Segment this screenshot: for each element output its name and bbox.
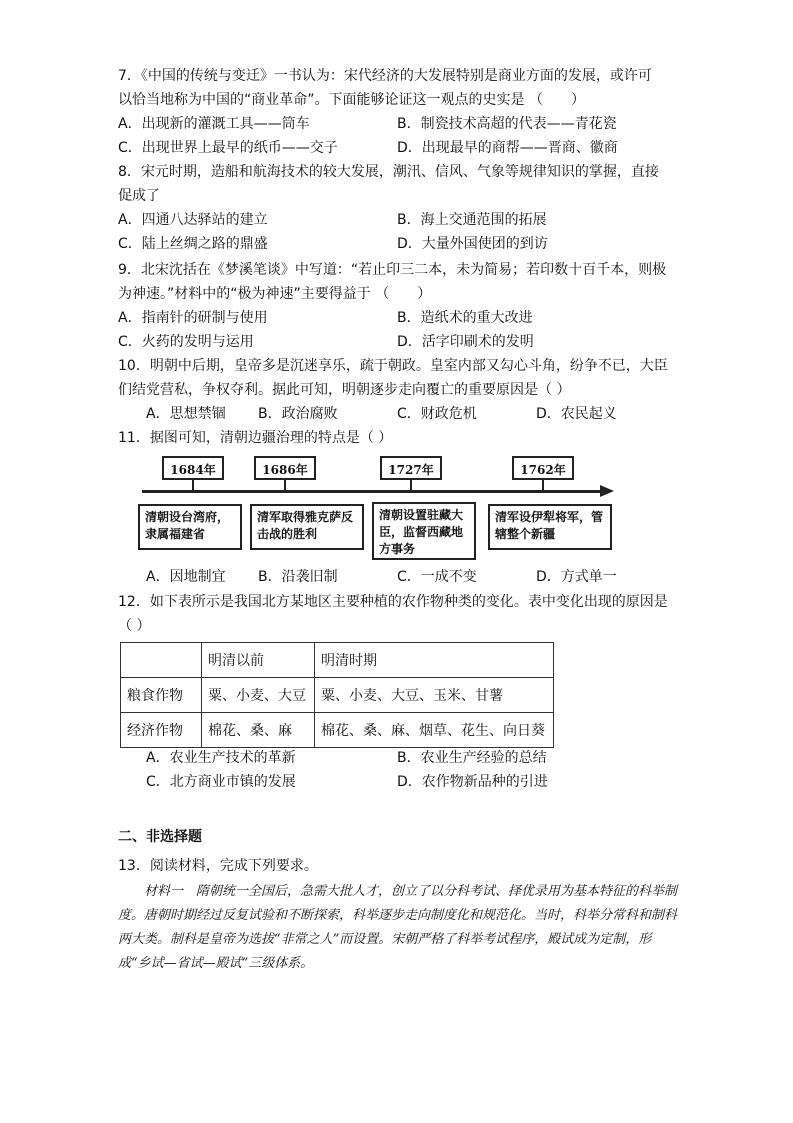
q9-stem-line1: 9．北宋沈括在《梦溪笔谈》中写道：“若止印三二本，未为简易；若印数十百千本，则极	[118, 262, 667, 278]
timeline-axis	[142, 490, 602, 493]
q9-option-a[interactable]: A．指南针的研制与使用	[118, 310, 268, 326]
q11-option-c[interactable]: C．一成不变	[397, 569, 477, 585]
timeline-date-1686: 1686年	[254, 456, 316, 480]
q10-stem-line2: 们结党营私，争权夺利。据此可知，明朝逐步走向覆亡的重要原因是（ ）	[118, 382, 571, 398]
q8-stem-line2: 促成了	[118, 188, 160, 204]
table-row	[121, 713, 554, 748]
q7-stem-line1: 7．《中国的传统与变迁》一书认为：宋代经济的大发展特别是商业方面的发展，或许可	[118, 68, 652, 84]
table-header-cell: 明清以前	[202, 643, 315, 678]
q13-material	[118, 880, 678, 976]
timeline-stem	[542, 480, 544, 490]
q8-option-b[interactable]: B．海上交通范围的拓展	[397, 212, 547, 228]
table-cell: 棉花、桑、麻	[202, 713, 315, 748]
q7-option-d[interactable]: D．出现最早的商帮——晋商、徽商	[397, 140, 618, 156]
timeline-date-1762: 1762年	[512, 456, 574, 480]
table-cell: 粟、小麦、大豆	[202, 678, 315, 713]
q10-option-d[interactable]: D．农民起义	[536, 406, 617, 422]
q7-option-b[interactable]: B．制瓷技术高超的代表——青花瓷	[397, 116, 617, 132]
q11-option-a[interactable]: A．因地制宜	[146, 569, 226, 585]
q8-stem-line1: 8．宋元时期，造船和航海技术的较大发展，潮汛、信风、气象等规律知识的掌握，直接	[118, 164, 659, 180]
timeline-stem	[284, 480, 286, 490]
table-header-cell	[121, 643, 202, 678]
q13-material-text: 材料一 隋朝统一全国后，急需大批人才，创立了以分科考试、择优录用为基本特征的科举制度。唐朝时期经过反复试验和不断探索，科举逐步走向制度化和规范化。当时，科举分常科和制科两大类。制科是皇帝为选拔“非常之人”而设置。宋朝严格了科举考试程序，殿试成为定制，形成“乡试—省试—殿试”三级体系。	[118, 884, 678, 971]
q12-stem-line2: （ ）	[118, 618, 151, 634]
q11-stem: 11．据图可知，清朝边疆治理的特点是（ ）	[118, 430, 393, 446]
timeline-event-tibet: 清朝设置驻藏大臣，监督西藏地方事务	[372, 502, 476, 560]
timeline-figure	[138, 452, 618, 562]
q9-option-d[interactable]: D．活字印刷术的发明	[397, 334, 534, 350]
timeline-stem	[192, 480, 194, 490]
q8-option-d[interactable]: D．大量外国使团的到访	[397, 236, 548, 252]
q10-option-b[interactable]: B．政治腐败	[258, 406, 338, 422]
table-header-cell: 明清时期	[315, 643, 554, 678]
q12-stem-line1: 12．如下表所示是我国北方某地区主要种植的农作物种类的变化。表中变化出现的原因是	[118, 594, 668, 610]
q12-option-a[interactable]: A．农业生产技术的革新	[146, 750, 296, 766]
q9-option-c[interactable]: C．火药的发明与运用	[118, 334, 254, 350]
crops-table	[120, 642, 554, 748]
q9-option-b[interactable]: B．造纸术的重大改进	[397, 310, 533, 326]
table-cell: 粟、小麦、大豆、玉米、甘薯	[315, 678, 554, 713]
q9-stem-line2: 为神速。”材料中的“极为神速”主要得益于 （ ）	[118, 286, 432, 302]
table-cell: 经济作物	[121, 713, 202, 748]
timeline-arrowhead	[600, 485, 614, 497]
timeline-event-yaksa: 清军取得雅克萨反击战的胜利	[250, 504, 364, 550]
timeline-date-1727: 1727年	[380, 456, 442, 480]
q12-option-d[interactable]: D．农作物新品种的引进	[397, 774, 548, 790]
timeline-event-xinjiang: 清军设伊犁将军，管辖整个新疆	[488, 504, 612, 550]
q11-option-d[interactable]: D．方式单一	[536, 569, 617, 585]
q12-option-c[interactable]: C．北方商业市镇的发展	[146, 774, 296, 790]
table-header-row	[121, 643, 554, 678]
q12-option-b[interactable]: B．农业生产经验的总结	[397, 750, 547, 766]
q8-option-c[interactable]: C．陆上丝绸之路的鼎盛	[118, 236, 268, 252]
q11-option-b[interactable]: B．沿袭旧制	[258, 569, 338, 585]
table-row	[121, 678, 554, 713]
timeline-event-taiwan: 清朝设台湾府，隶属福建省	[138, 504, 242, 550]
q10-option-a[interactable]: A．思想禁锢	[146, 406, 226, 422]
q10-option-c[interactable]: C．财政危机	[397, 406, 477, 422]
timeline-date-1684: 1684年	[162, 456, 224, 480]
q8-option-a[interactable]: A．四通八达驿站的建立	[118, 212, 268, 228]
section-title: 二、非选择题	[118, 829, 202, 845]
q13-stem: 13．阅读材料，完成下列要求。	[118, 858, 318, 874]
q10-stem-line1: 10．明朝中后期，皇帝多是沉迷享乐，疏于朝政。皇室内部又勾心斗角，纷争不已，大臣	[118, 358, 668, 374]
table-cell: 棉花、桑、麻、烟草、花生、向日葵	[315, 713, 554, 748]
q7-option-a[interactable]: A．出现新的灌溉工具——筒车	[118, 116, 310, 132]
q7-stem-line2: 以恰当地称为中国的“商业革命”。下面能够论证这一观点的史实是 （ ）	[118, 92, 585, 108]
timeline-stem	[410, 480, 412, 490]
table-cell: 粮食作物	[121, 678, 202, 713]
q7-option-c[interactable]: C．出现世界上最早的纸币——交子	[118, 140, 338, 156]
